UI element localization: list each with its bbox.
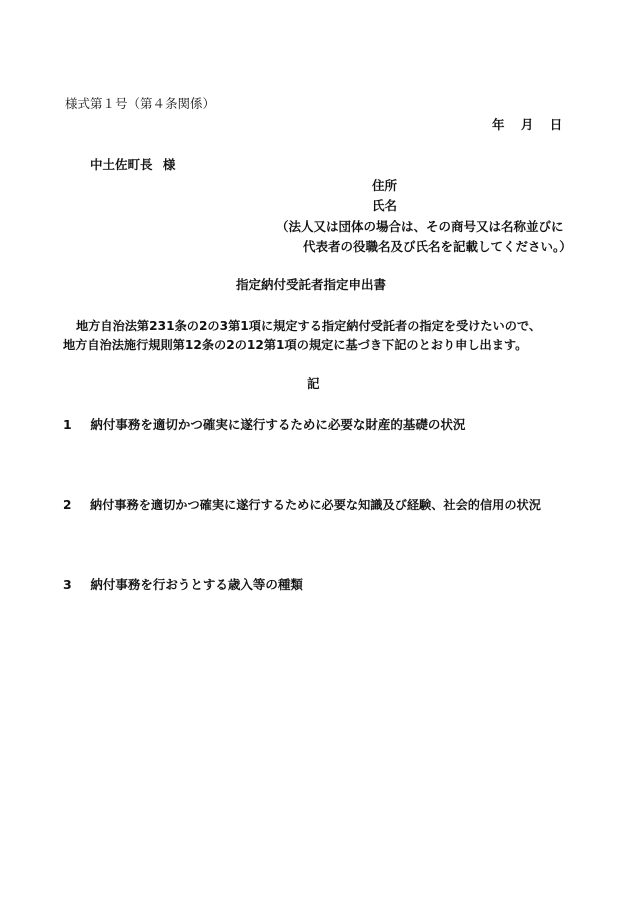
item-3 <box>63 577 303 593</box>
body-line2: 地方自治法施行規則第12条の2の12第1項の規定に基づき下記のとおり申し出ます。 <box>63 338 528 352</box>
address-label: 住所 <box>372 178 398 193</box>
corporate-note-line2: 代表者の役職名及び氏名を記載してください。） <box>303 239 572 254</box>
body-line1: 地方自治法第231条の2の3第1項に規定する指定納付受託者の指定を受けたいので、 <box>76 319 542 333</box>
item-1-text: 納付事務を適切かつ確実に遂行するために必要な財産的基礎の状況 <box>90 417 466 432</box>
item-2-text: 納付事務を適切かつ確実に遂行するために必要な知識及び経験、社会的信用の状況 <box>89 498 541 512</box>
form-number: 様式第１号（第４条関係） <box>65 96 216 111</box>
item-2 <box>63 497 541 513</box>
item-1-number: 1 <box>63 417 72 432</box>
item-3-number: 3 <box>63 577 72 592</box>
name-label: 氏名 <box>372 198 398 213</box>
corporate-note-line1: （法人又は団体の場合は、その商号又は名称並びに <box>276 219 564 234</box>
item-2-number: 2 <box>63 498 72 512</box>
item-1 <box>63 417 465 433</box>
date-line: 年 月 日 <box>492 117 563 132</box>
document-title: 指定納付受託者指定申出書 <box>236 277 387 292</box>
ki-marker: 記 <box>307 376 320 391</box>
addressee: 中土佐町長 様 <box>90 157 176 172</box>
item-3-text: 納付事務を行おうとする歳入等の種類 <box>90 577 303 592</box>
